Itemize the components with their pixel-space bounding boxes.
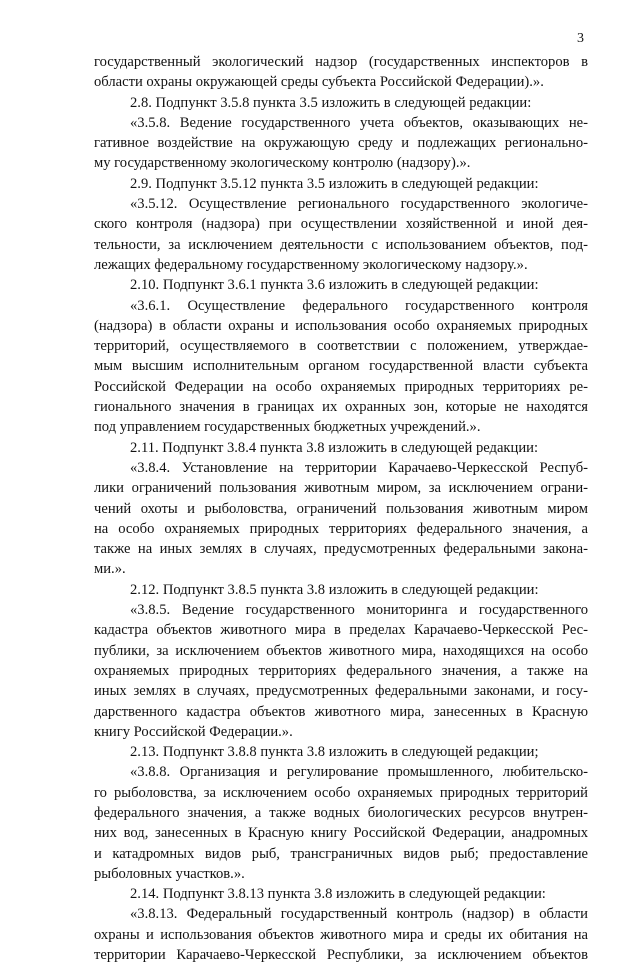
text-line: «3.8.4. Установление на территории Карачаево-Черкесской Респуб- [130,459,588,476]
text-line: них вод, занесенных в Красную книгу Российской Федерации, анадромных [94,825,588,842]
text-line: 2.11. Подпункт 3.8.4 пункта 3.8 изложить в следующей редакции: [130,439,539,456]
text-line: рыболовных участков.». [94,865,245,882]
text-line: чений охоты и рыболовства, ограничений пользования животным миром [94,500,588,517]
text-line: тельности, за исключением деятельности с использованием объектов, под- [94,236,588,253]
text-line: на особо охраняемых природных территориях федерального значения, а [94,520,588,537]
text-line: «3.5.12. Осуществление регионального государственного экологиче- [130,196,588,213]
text-line: гативное воздействие на окружающую среду и подлежащих регионально- [94,135,588,152]
text-line: федерального значения, а также водных биологических ресурсов внутрен- [94,804,588,821]
text-line: под управлением государственных бюджетных учреждений.». [94,419,481,436]
document-body [94,52,588,965]
text-line: ми.». [94,561,126,578]
text-line: ского контроля (надзора) при осуществлении хозяйственной и иной дея- [94,216,588,233]
text-line: 2.9. Подпункт 3.5.12 пункта 3.5 изложить в следующей редакции: [130,175,539,192]
text-line: дарственного кадастра объектов животного мира, занесенных в Красную [94,703,588,720]
text-line: «3.8.13. Федеральный государственный контроль (надзор) в области [130,906,588,923]
text-line: территорий, осуществляемого в соответствии с положением, утверждае- [94,338,588,355]
page-number: 3 [577,31,584,46]
text-line: государственный экологический надзор (государственных инспекторов в [94,54,588,70]
text-line: му государственному экологическому контролю (надзору).». [94,155,471,172]
text-line: «3.6.1. Осуществление федерального государственного контроля [130,297,588,314]
text-line: лики ограничений пользования животным миром, за исключением ограни- [94,480,588,497]
text-line: гионального значения в границах их охранных зон, которые не находятся [94,399,588,416]
text-line: 2.8. Подпункт 3.5.8 пункта 3.5 изложить в следующей редакции: [130,94,532,111]
text-line: кадастра объектов животного мира в пределах Карачаево-Черкесской Рес- [94,622,588,639]
text-line: го рыболовства, за исключением особо охраняемых природных территорий [94,784,588,801]
text-line: 2.14. Подпункт 3.8.13 пункта 3.8 изложить в следующей редакции: [130,886,546,903]
text-line: 2.12. Подпункт 3.8.5 пункта 3.8 изложить в следующей редакции: [130,581,539,598]
text-line: области охраны окружающей среды субъекта Российской Федерации).». [94,74,544,91]
text-line: лежащих федеральному государственному экологическому надзору.». [94,256,528,273]
text-line: также на иных землях в случаях, предусмотренных федеральными закона- [94,541,588,558]
text-line: «3.8.5. Ведение государственного мониторинга и государственного [130,602,588,619]
text-line: «3.5.8. Ведение государственного учета объектов, оказывающих не- [130,114,588,131]
text-line: иных землях в случаях, предусмотренных федеральными законами, и госу- [94,683,588,700]
text-line: мым высшим исполнительным органом государственной власти субъекта [94,358,588,375]
text-line: территории Карачаево-Черкесской Республики, за исключением объектов [94,947,588,964]
text-line: 2.10. Подпункт 3.6.1 пункта 3.6 изложить в следующей редакции: [130,277,539,294]
text-line: (надзора) в области охраны и использования особо охраняемых природных [94,317,588,334]
text-line: охраняемых природных территориях федерального значения, а также на [94,662,588,679]
text-line: «3.8.8. Организация и регулирование промышленного, любительско- [130,764,588,781]
text-line: публики, за исключением объектов животного мира, находящихся на особо [94,642,588,659]
text-line: охраны и использования объектов животного мира и среды их обитания на [94,926,588,943]
text-line: книгу Российской Федерации.». [94,723,293,740]
text-line: 2.13. Подпункт 3.8.8 пункта 3.8 изложить в следующей редакции; [130,744,539,761]
text-line: и катадромных видов рыб, трансграничных видов рыб; предоставление [94,845,588,862]
text-line: Российской Федерации на особо охраняемых природных территориях ре- [94,378,588,395]
